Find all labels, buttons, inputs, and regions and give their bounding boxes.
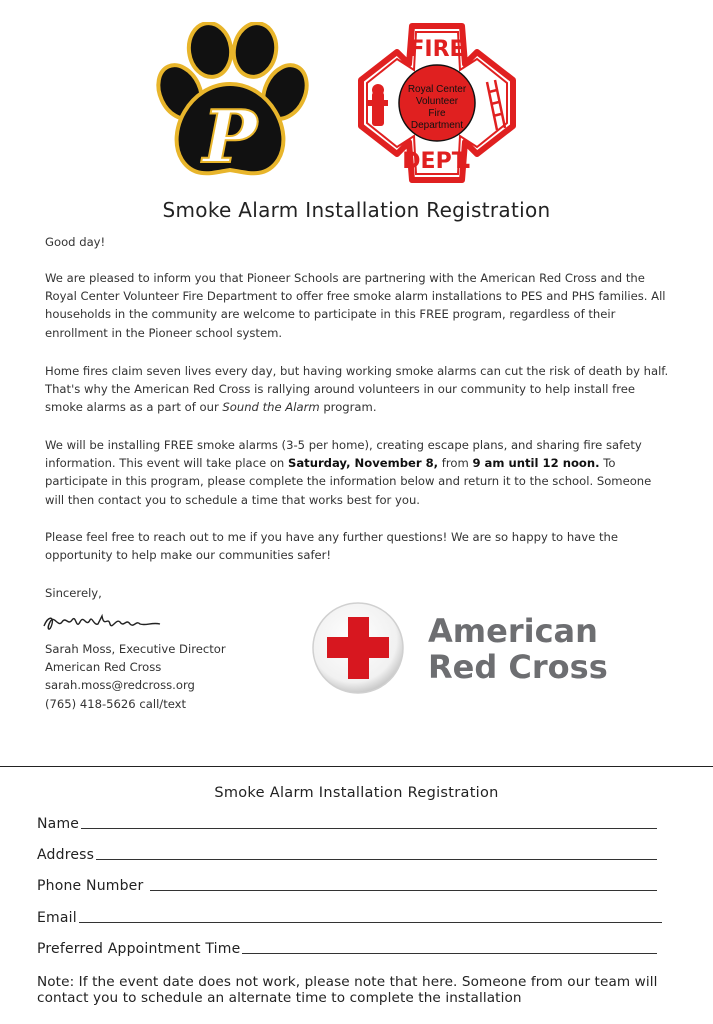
- address-label: Address: [37, 847, 95, 863]
- cut-line-divider: [0, 766, 713, 767]
- paragraph-2-text: Home fires claim seven lives every day, but having working smoke alarms can cut the risk of death by half. That's why the American Red Cross is rallying around volunteers in our community to help install free smoke alarms as a part of our: [45, 364, 669, 415]
- letter-paragraph-3: [45, 436, 670, 509]
- fire-logo-center-line4: Department: [410, 120, 464, 131]
- paragraph-3-text: We will be installing FREE smoke alarms (3-5 per home), creating escape plans, and sharing fire safety information. This event will take place on: [45, 438, 642, 471]
- page-title: Smoke Alarm Installation Registration: [162, 198, 551, 222]
- fire-department-logo: [357, 22, 517, 184]
- letter-greeting: Good day!: [45, 235, 106, 249]
- address-field[interactable]: [37, 847, 657, 863]
- letter-paragraph-1: We are pleased to inform you that Pioneer Schools are partnering with the American Red Cross and the Royal Center Volunteer Fire Department to offer free smoke alarm installations to PES and PHS families. All households in the community are welcome to participate in this FREE program, regardless of their enrollment in the Pioneer school system.: [45, 271, 666, 340]
- sender-organization: American Red Cross: [45, 660, 162, 675]
- pioneer-paw-logo: [150, 22, 310, 182]
- american-red-cross-logo: [312, 600, 622, 696]
- sender-email[interactable]: sarah.moss@redcross.org: [45, 678, 195, 693]
- form-note: Note: If the event date does not work, please note that here. Someone from our team will contact you to schedule an alternate time to complete the installation: [37, 974, 658, 1006]
- program-name: Sound the Alarm: [222, 400, 320, 415]
- paragraph-3-from: from: [438, 456, 473, 471]
- email-field[interactable]: [37, 910, 662, 926]
- preferred-time-field[interactable]: [37, 941, 657, 957]
- paragraph-2-end: program.: [319, 400, 377, 415]
- fire-logo-bottom-text: DEPT.: [402, 149, 472, 174]
- arc-logo-line2: Red Cross: [428, 648, 608, 686]
- name-field[interactable]: [37, 816, 657, 832]
- phone-blank-line[interactable]: [150, 890, 657, 891]
- arc-logo-line1: American: [428, 612, 598, 650]
- letter-closing: Sincerely,: [45, 586, 102, 600]
- name-label: Name: [37, 816, 80, 832]
- letter-paragraph-2: [45, 362, 670, 417]
- phone-label: Phone Number: [37, 878, 149, 894]
- sender-phone: (765) 418-5626 call/text: [45, 696, 187, 711]
- fire-logo-center-line2: Volunteer: [415, 96, 459, 107]
- email-blank-line[interactable]: [79, 922, 662, 923]
- fire-logo-top-text: FIRE: [409, 37, 465, 62]
- phone-field[interactable]: [37, 878, 657, 894]
- fire-logo-center-line3: Fire: [428, 108, 446, 119]
- preferred-time-blank-line[interactable]: [242, 953, 657, 954]
- paw-letter: P: [202, 94, 258, 179]
- preferred-time-label: Preferred Appointment Time: [37, 941, 241, 957]
- signature: [42, 608, 162, 638]
- email-label: Email: [37, 910, 77, 926]
- signature-block: [45, 640, 305, 713]
- event-date: Saturday, November 8,: [287, 456, 439, 471]
- address-blank-line[interactable]: [96, 859, 657, 860]
- form-title: Smoke Alarm Installation Registration: [214, 785, 499, 801]
- sender-name: Sarah Moss, Executive Director: [45, 642, 226, 656]
- fire-logo-center-line1: Royal Center: [407, 84, 467, 95]
- name-blank-line[interactable]: [81, 828, 657, 829]
- event-time: 9 am until 12 noon.: [472, 456, 600, 471]
- paragraph-3-end: To participate in this program, please complete the information below and return it to the school. Someone will then contact you to schedule a time that works best for you.: [45, 456, 652, 507]
- letter-paragraph-4: Please feel free to reach out to me if you have any further questions! We are so happy to have the opportunity to help make our communities safer!: [45, 530, 618, 563]
